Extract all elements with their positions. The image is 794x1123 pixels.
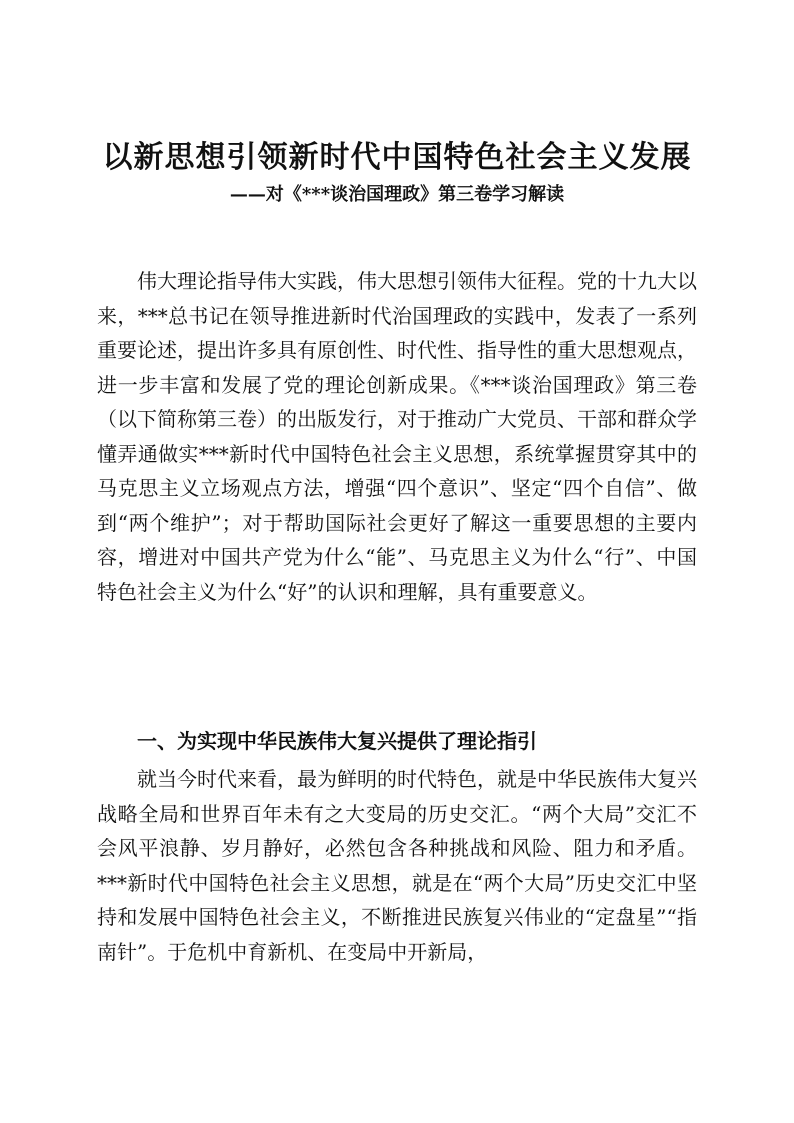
document-title: 以新思想引领新时代中国特色社会主义发展 (102, 140, 692, 175)
intro-paragraph: 伟大理论指导伟大实践，伟大思想引领伟大征程。党的十九大以来，***总书记在领导推进新时代治国理政的实践中，发表了一系列重要论述，提出许多具有原创性、时代性、指导性的重大思想观点，进一步丰富和发展了党的理论创新成果。《***谈治国理政》第三卷（以下简称第三卷）的出版发行，对于推动广大党员、干部和群众学懂弄通做实***新时代中国特色社会主义思想，系统掌握贯穿其中的马克思主义立场观点方法，增强“四个意识”、坚定“四个自信”、做到“两个维护”；对于帮助国际社会更好了解这一重要思想的主要内容，增进对中国共产党为什么“能”、马克思主义为什么“行”、中国特色社会主义为什么“好”的认识和理解，具有重要意义。 (97, 269, 697, 604)
section-heading: 一、为实现中华民族伟大复兴提供了理论指引 (137, 729, 537, 753)
document-subtitle: ——对《***谈治国理政》第三卷学习解读 (229, 184, 565, 205)
section-paragraph: 就当今时代来看，最为鲜明的时代特色，就是中华民族伟大复兴战略全局和世界百年未有之大变局的历史交汇。“两个大局”交汇不会风平浪静、岁月静好，必然包含各种挑战和风险、阻力和矛盾。***新时代中国特色社会主义思想，就是在“两个大局”历史交汇中坚持和发展中国特色社会主义，不断推进民族复兴伟业的“定盘星”“指南针”。于危机中育新机、在变局中开新局， (97, 767, 697, 964)
